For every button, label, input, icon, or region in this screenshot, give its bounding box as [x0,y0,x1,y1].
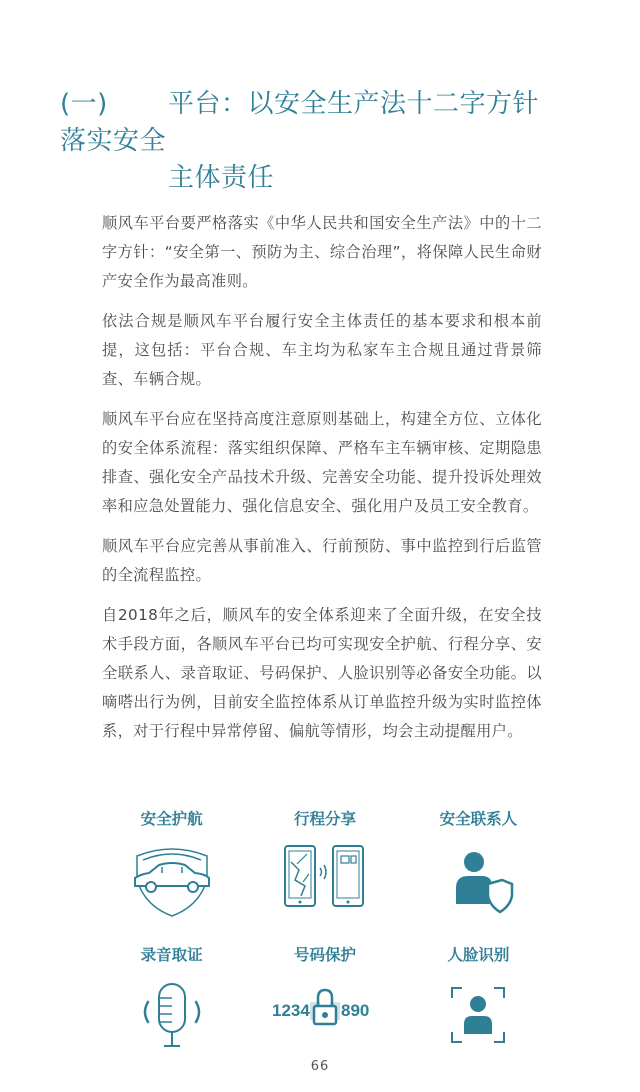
number-digits-left: 1234 [271,1001,310,1020]
paragraph-1: 顺风车平台要严格落实《中华人民共和国安全生产法》中的十二字方针：“安全第一、预防为主、综合治理”，将保障人民生命财产安全作为最高准则。 [102,214,542,290]
feature-emergency-contact [402,806,555,922]
title-line-2: 主体责任 [168,163,275,193]
paragraph-4: 顺风车平台应完善从事前准入、行前预防、事中监控到行后监管的全流程监控。 [102,537,542,584]
paragraph-5: 自2018年之后，顺风车的安全体系迎来了全面升级，在安全技术手段方面，各顺风车平台已均可实现安全护航、行程分享、安全联系人、录音取证、号码保护、人脸识别等必备安全功能。以嘀嗒出行为例，目前安全监控体系从订单监控升级为实时监控体系，对于行程中异常停留、偏航等情形，均会主动提醒用户。 [102,606,542,740]
feature-trip-share [248,806,401,922]
safety-features-grid [95,806,555,1058]
feature-label: 行程分享 [293,810,356,828]
feature-label: 录音取证 [140,946,203,964]
title-line-1: 平台：以安全生产法十二字方针落实安全 [60,89,540,156]
feature-face-recognition [402,942,555,1058]
feature-safe-escort [95,806,248,922]
face-scan-icon [423,974,533,1058]
phone-share-icon [270,838,380,922]
microphone-icon [117,974,227,1058]
body-text [102,209,542,757]
contact-shield-icon [423,838,533,922]
feature-label: 安全护航 [140,810,203,828]
feature-label: 安全联系人 [439,810,518,828]
page-title [60,86,560,197]
feature-number-protect [248,942,401,1058]
number-lock-icon [270,974,380,1058]
page-number: 66 [310,1059,330,1074]
paragraph-2: 依法合规是顺风车平台履行安全主体责任的基本要求和根本前提，这包括：平台合规、车主均为私家车主合规且通过背景筛查、车辆合规。 [102,312,542,388]
feature-label: 人脸识别 [447,946,510,964]
paragraph-3: 顺风车平台应在坚持高度注意原则基础上，构建全方位、立体化的安全体系流程：落实组织保障、严格车主车辆审核、定期隐患排查、强化安全产品技术升级、完善安全功能、提升投诉处理效率和应急处置能力、强化信息安全、强化用户及员工安全教育。 [102,410,542,515]
feature-label: 号码保护 [293,946,356,964]
car-shield-icon [117,838,227,922]
title-prefix: (一) [60,89,108,119]
feature-audio-record [95,942,248,1058]
number-digits-right: 890 [340,1001,370,1020]
